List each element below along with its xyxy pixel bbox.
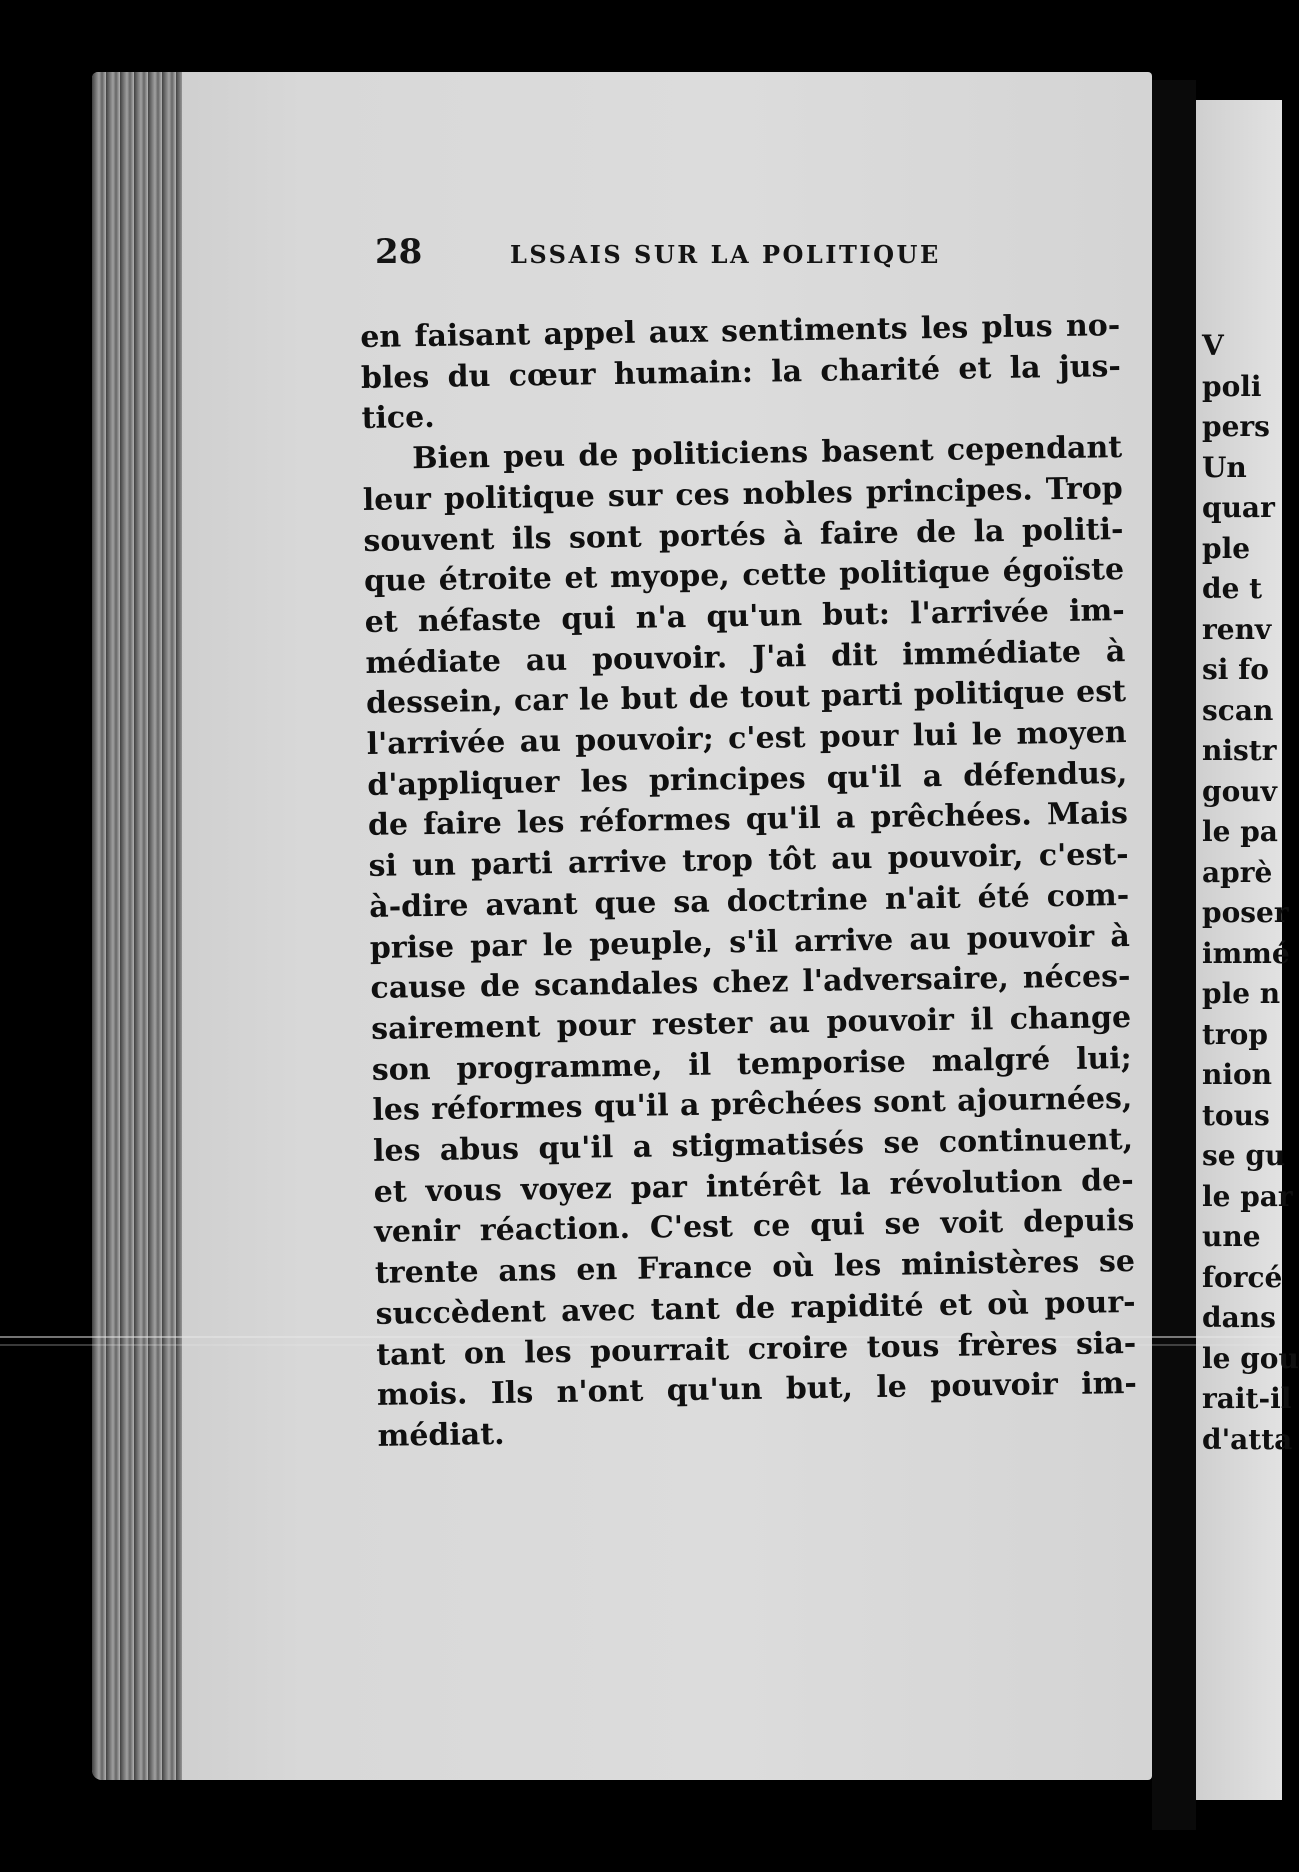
text-line: et néfaste qui n'a qu'un but: l'arrivée im-: [364, 592, 1125, 640]
text-line: les abus qu'il a stigmatisés se continuent,: [372, 1122, 1134, 1169]
text-line: trop: [1202, 1017, 1268, 1051]
text-line: dessein, car le but de tout parti politique est: [365, 674, 1127, 722]
running-head: [375, 232, 995, 272]
text-line: le pa: [1202, 815, 1278, 848]
text-line: mois. Ils n'ont qu'un but, le pouvoir im-: [376, 1366, 1138, 1414]
text-line: son programme, il temporise malgré lui;: [371, 1040, 1132, 1088]
text-line: nistr: [1202, 734, 1277, 767]
text-line: et vous voyez par intérêt la révolution de-: [373, 1162, 1134, 1210]
text-line: d'appliquer les principes qu'il a défendus,: [367, 755, 1128, 803]
text-line: gouv: [1202, 774, 1277, 808]
text-line: prise par le peuple, s'il arrive au pouvoir à: [369, 918, 1131, 966]
text-line: une: [1202, 1220, 1261, 1253]
text-line: aprè: [1202, 855, 1273, 889]
text-line: le par: [1202, 1179, 1293, 1213]
text-line: tant on les pourrait croire tous frères sia-: [376, 1325, 1137, 1373]
text-line: si fo: [1202, 653, 1269, 686]
text-line: se gu: [1202, 1139, 1286, 1172]
text-line: trente ans en France où les ministères se: [374, 1244, 1136, 1292]
text-line: scan: [1202, 693, 1274, 727]
page-number: 28: [375, 232, 423, 272]
text-line: leur politique sur ces nobles principes. Trop: [362, 470, 1124, 518]
text-line: tous: [1202, 1098, 1270, 1132]
text-line: immé: [1202, 936, 1290, 970]
body-text: [360, 306, 1138, 1457]
text-line: le gou: [1202, 1341, 1299, 1375]
text-line: poli: [1202, 369, 1262, 403]
text-line: quar: [1202, 491, 1275, 524]
text-line: de t: [1202, 572, 1263, 605]
text-line: sairement pour rester au pouvoir il change: [370, 999, 1132, 1047]
text-line: que étroite et myope, cette politique égoïste: [363, 552, 1125, 600]
text-line: les réformes qu'il a prêchées sont ajournées,: [372, 1081, 1133, 1129]
text-line: pers: [1202, 410, 1270, 443]
text-line: V: [1202, 329, 1224, 362]
text-line: cause de scandales chez l'adversaire, néces-: [370, 959, 1131, 1007]
text-line: rait-il: [1202, 1382, 1292, 1415]
text-line: poser: [1202, 896, 1289, 929]
text-line: médiat.: [377, 1416, 505, 1454]
text-line: d'atta: [1202, 1422, 1293, 1456]
text-line: dans: [1202, 1301, 1276, 1334]
text-line: nion: [1202, 1058, 1273, 1091]
text-line: si un parti arrive trop tôt au pouvoir, c'est-: [368, 837, 1129, 885]
text-line: ple: [1202, 531, 1251, 565]
text-line: Bien peu de politiciens basent cependant: [411, 430, 1123, 477]
text-line: de faire les réformes qu'il a prêchées. Mais: [367, 796, 1129, 844]
text-line: Un: [1202, 450, 1247, 484]
text-line: ple n: [1202, 977, 1281, 1010]
text-line: tice.: [361, 400, 435, 437]
text-line: médiate au pouvoir. J'ai dit immédiate à: [365, 633, 1126, 681]
running-head-title: LSSAIS SUR LA POLITIQUE: [510, 240, 941, 269]
text-line: en faisant appel aux sentiments les plus no-: [360, 308, 1121, 355]
page-stack-edge: [92, 72, 182, 1780]
text-line: succèdent avec tant de rapidité et où pour-: [375, 1284, 1136, 1332]
text-line: l'arrivée au pouvoir; c'est pour lui le moyen: [366, 715, 1127, 762]
text-line: renv: [1202, 612, 1272, 646]
text-line: venir réaction. C'est ce qui se voit depuis: [374, 1203, 1135, 1251]
right-page-cropped-text: [1202, 326, 1299, 1460]
text-line: forcé: [1202, 1260, 1283, 1294]
text-line: bles du cœur humain: la charité et la jus-: [360, 348, 1122, 396]
book-gutter: [1152, 80, 1196, 1830]
text-line: souvent ils sont portés à faire de la politi-: [363, 511, 1124, 559]
text-line: à-dire avant que sa doctrine n'ait été com-: [368, 877, 1130, 925]
